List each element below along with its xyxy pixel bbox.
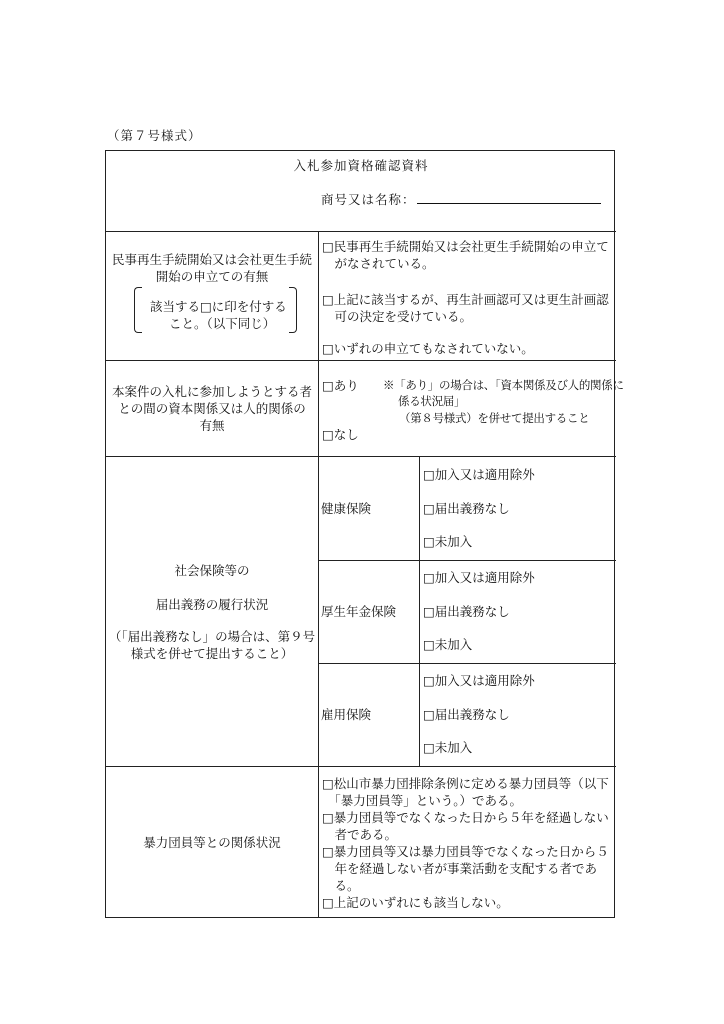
column-divider: [318, 231, 319, 918]
section1-option-line: 可の決定を受けている。: [322, 309, 473, 324]
section1-option-line[interactable]: □いずれの申立てもなされていない。: [322, 341, 534, 356]
section4-option-line[interactable]: □暴力団員等でなくなった日から５年を経過しない: [322, 810, 609, 825]
section4-option-line: る。: [322, 878, 360, 893]
insurance-option[interactable]: □届出義務なし: [423, 707, 510, 722]
section1-label-line: 開始の申立ての有無: [155, 269, 269, 284]
insurance-option[interactable]: □未加入: [423, 637, 473, 652]
row-divider: [106, 766, 616, 767]
section3-label-line: （「届出義務なし」の場合は、第９号: [108, 629, 316, 644]
section1-option-line[interactable]: □民事再生手続開始又は会社更生手続開始の申立て: [322, 239, 609, 254]
section2-label-line: との間の資本関係又は人的関係の: [118, 401, 306, 416]
confirmation-form-table: [105, 150, 624, 918]
section2-label-line: 本案件の入札に参加しようとする者: [111, 384, 312, 399]
form-number: （第７号様式）: [107, 128, 202, 143]
shop-name-label: 商号又は名称：: [321, 192, 416, 207]
section1-option-line: がなされている。: [322, 256, 435, 271]
row-divider: [106, 360, 616, 361]
row-divider: [106, 456, 616, 457]
section3-label-line: 社会保険等の: [174, 563, 250, 578]
insurance-divider: [318, 663, 616, 664]
section1-label-line: 民事再生手続開始又は会社更生手続: [111, 252, 312, 267]
insurance-option[interactable]: □未加入: [423, 534, 473, 549]
left-bracket: [134, 287, 142, 333]
insurance-column-divider: [419, 456, 420, 766]
insurance-option[interactable]: □加入又は適用除外: [423, 467, 535, 482]
form-title: 入札参加資格確認資料: [293, 158, 429, 173]
section4-option-line: 年を経過しない者が事業活動を支配する者であ: [322, 861, 598, 876]
instruction-line: こと。（以下同じ）: [169, 316, 276, 331]
insurance-name-health: 健康保険: [321, 501, 372, 516]
section4-option-line[interactable]: □暴力団員等又は暴力団員等でなくなった日から５: [322, 844, 609, 859]
section4-option-line: 者である。: [322, 827, 398, 842]
insurance-option[interactable]: □加入又は適用除外: [423, 673, 535, 688]
section1-option-line[interactable]: □上記に該当するが、再生計画認可又は更生計画認: [322, 292, 609, 307]
section4-option-line[interactable]: □松山市暴力団排除条例に定める暴力団員等（以下: [322, 776, 609, 791]
section4-option-line[interactable]: □上記のいずれにも該当しない。: [322, 895, 509, 910]
note-line: 係る状況届」: [398, 394, 466, 408]
insurance-name-pension: 厚生年金保険: [321, 604, 397, 619]
section3-label-line: 様式を併せて提出すること）: [130, 646, 294, 661]
section3-label-line: 届出義務の履行状況: [155, 597, 269, 612]
option-no[interactable]: □なし: [322, 427, 359, 442]
insurance-option[interactable]: □未加入: [423, 740, 473, 755]
insurance-option[interactable]: □届出義務なし: [423, 501, 510, 516]
insurance-divider: [318, 560, 616, 561]
shop-name-field[interactable]: [417, 203, 601, 204]
insurance-option[interactable]: □加入又は適用除外: [423, 570, 535, 585]
note-line: ※「あり」の場合は、「資本関係及び人的関係に: [383, 378, 624, 392]
note-line: （第８号様式）を併せて提出すること: [399, 411, 590, 425]
section4-label: 暴力団員等との関係状況: [143, 835, 281, 850]
section4-option-line: 「暴力団員等」という。）である。: [322, 793, 523, 808]
row-divider: [106, 231, 616, 232]
right-bracket: [289, 287, 297, 333]
insurance-name-employment: 雇用保険: [321, 707, 372, 722]
section2-label-line: 有無: [199, 418, 225, 433]
option-yes[interactable]: □あり: [322, 378, 359, 393]
insurance-option[interactable]: □届出義務なし: [423, 604, 510, 619]
instruction-line: 該当する□に印を付する: [150, 299, 287, 314]
